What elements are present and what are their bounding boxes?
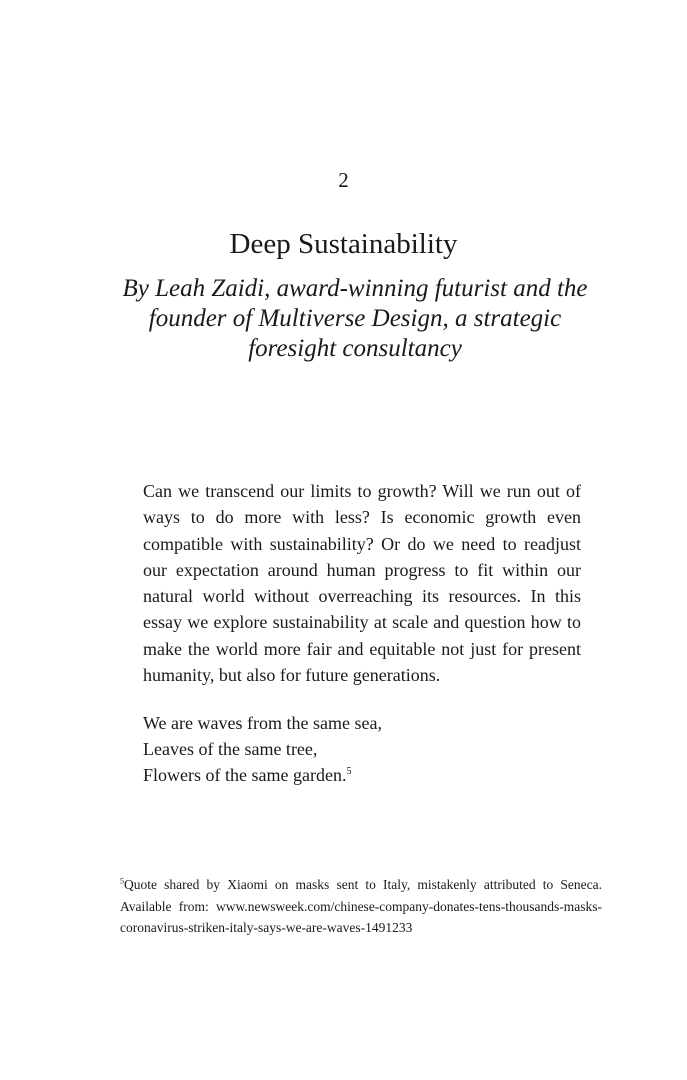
- poem-line-3-text: Flowers of the same garden.: [143, 765, 347, 785]
- poem-line-3: [143, 762, 581, 788]
- footnote-text: Quote shared by Xiaomi on masks sent to Italy, mistakenly attributed to Seneca. Available from: www.newsweek.com/chinese-company-donates-tens-thousands-masks-coronavirus-striken-italy-says-we-are-waves-1491233: [120, 877, 602, 935]
- footnote-reference: 5: [346, 766, 352, 777]
- chapter-title: Deep Sustainability: [229, 228, 458, 260]
- poem-line-2: Leaves of the same tree,: [143, 739, 318, 759]
- footnote: [120, 874, 602, 939]
- chapter-number: 2: [338, 168, 349, 192]
- poem-line-1: We are waves from the same sea,: [143, 713, 382, 733]
- poem-quote: [143, 710, 581, 788]
- body-paragraph: Can we transcend our limits to growth? Will we run out of ways to do more with less? Is economic growth even compatible with sustainability? Or do we need to readjust our expectation around human progress to fit within our natural world without overreaching its resources. In this essay we explore sustainability at scale and question how to make the world more fair and equitable not just for present humanity, but also for future generations.: [143, 481, 581, 686]
- chapter-byline: By Leah Zaidi, award-winning futurist and the founder of Multiverse Design, a strategic foresight consultancy: [122, 275, 588, 362]
- footnote-marker: 5: [120, 876, 124, 886]
